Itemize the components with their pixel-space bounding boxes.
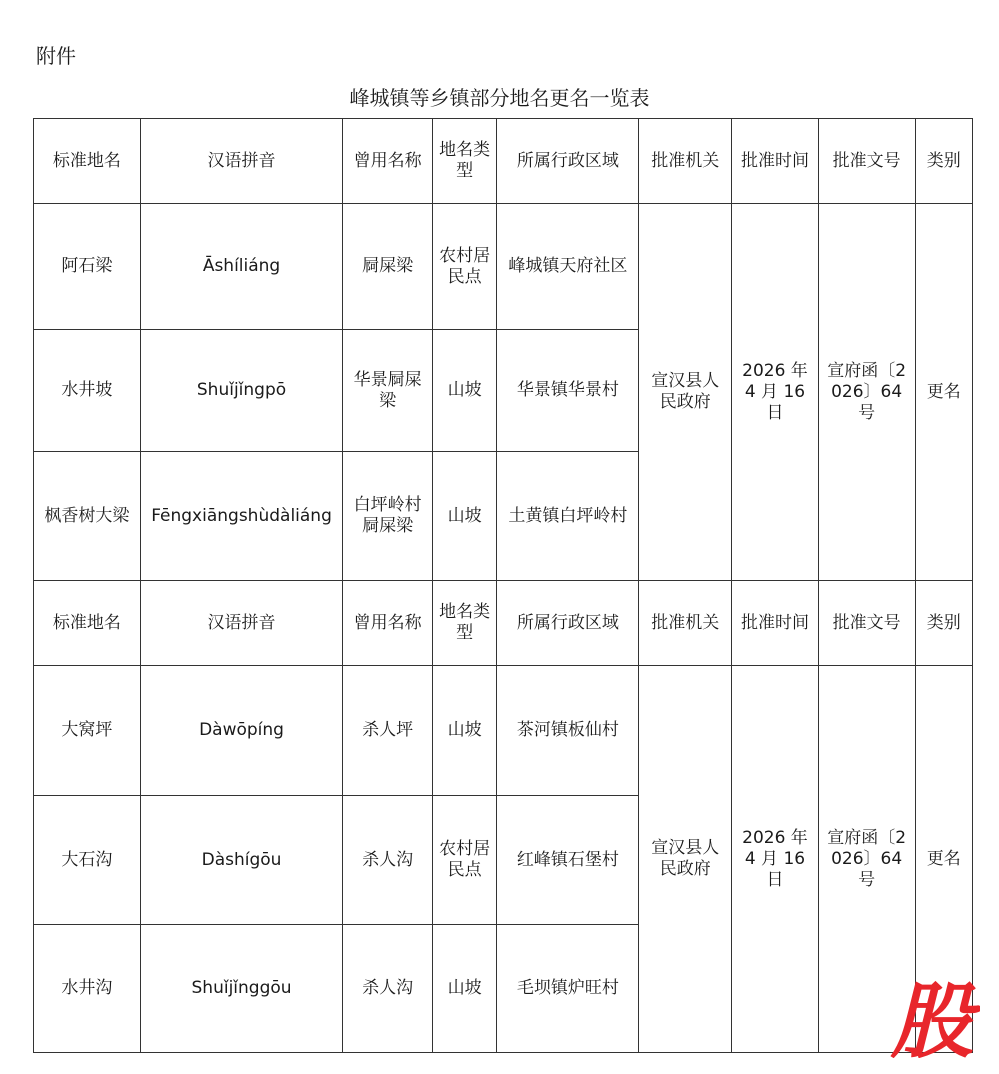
authority-cell: 宣汉县人民政府 <box>639 204 732 581</box>
pinyin-cell: Fēngxiāngshùdàliáng <box>140 452 343 581</box>
doc-number-cell: 宣府函〔2026〕64 号 <box>818 204 915 581</box>
header-cell: 曾用名称 <box>343 581 433 666</box>
region-cell: 茶河镇板仙村 <box>497 666 639 796</box>
header-cell: 批准文号 <box>818 581 915 666</box>
place-type-cell: 山坡 <box>432 925 496 1053</box>
doc-number-cell: 宣府函〔2026〕64 号 <box>818 666 915 1053</box>
category-cell: 更名 <box>915 204 973 581</box>
standard-name-cell: 大窝坪 <box>34 666 141 796</box>
former-name-cell: 华景屙屎梁 <box>343 330 433 452</box>
header-cell: 批准文号 <box>818 119 915 204</box>
standard-name-cell: 大石沟 <box>34 796 141 925</box>
header-cell: 汉语拼音 <box>140 581 343 666</box>
region-cell: 土黄镇白坪岭村 <box>497 452 639 581</box>
header-cell: 批准时间 <box>732 581 819 666</box>
header-cell: 批准机关 <box>639 119 732 204</box>
authority-cell: 宣汉县人民政府 <box>639 666 732 1053</box>
header-cell: 标准地名 <box>34 581 141 666</box>
header-cell: 所属行政区域 <box>497 119 639 204</box>
place-type-cell: 山坡 <box>432 452 496 581</box>
place-type-cell: 农村居民点 <box>432 796 496 925</box>
standard-name-cell: 水井坡 <box>34 330 141 452</box>
header-cell: 类别 <box>915 119 973 204</box>
date-cell: 2026 年 4 月 16 日 <box>732 666 819 1053</box>
former-name-cell: 白坪岭村屙屎梁 <box>343 452 433 581</box>
document-title: 峰城镇等乡镇部分地名更名一览表 <box>349 86 650 110</box>
region-cell: 峰城镇天府社区 <box>497 204 639 330</box>
standard-name-cell: 枫香树大梁 <box>34 452 141 581</box>
standard-name-cell: 水井沟 <box>34 925 141 1053</box>
svg-text:股: 股 <box>891 980 973 1058</box>
pinyin-cell: Shuǐjǐngpō <box>140 330 343 452</box>
header-cell: 批准时间 <box>732 119 819 204</box>
pinyin-cell: Dàshígōu <box>140 796 343 925</box>
former-name-cell: 杀人坪 <box>343 666 433 796</box>
pinyin-cell: Dàwōpíng <box>140 666 343 796</box>
header-cell: 类别 <box>915 581 973 666</box>
place-type-cell: 农村居民点 <box>432 204 496 330</box>
attachment-label: 附件 <box>36 44 76 68</box>
header-cell: 批准机关 <box>639 581 732 666</box>
pinyin-cell: Shuǐjǐnggōu <box>140 925 343 1053</box>
region-cell: 华景镇华景村 <box>497 330 639 452</box>
header-cell: 汉语拼音 <box>140 119 343 204</box>
header-cell: 曾用名称 <box>343 119 433 204</box>
place-type-cell: 山坡 <box>432 330 496 452</box>
date-cell: 2026 年 4 月 16 日 <box>732 204 819 581</box>
header-cell: 地名类型 <box>432 119 496 204</box>
category-cell: 更名 <box>915 666 973 1053</box>
rename-table-1 <box>33 118 973 581</box>
standard-name-cell: 阿石梁 <box>34 204 141 330</box>
rename-table-2 <box>33 580 973 1053</box>
former-name-cell: 杀人沟 <box>343 796 433 925</box>
header-cell: 标准地名 <box>34 119 141 204</box>
table-header-row <box>34 119 973 204</box>
former-name-cell: 屙屎梁 <box>343 204 433 330</box>
stock-logo-icon <box>884 980 980 1058</box>
former-name-cell: 杀人沟 <box>343 925 433 1053</box>
header-cell: 地名类型 <box>432 581 496 666</box>
table-header-row <box>34 581 973 666</box>
region-cell: 红峰镇石堡村 <box>497 796 639 925</box>
header-cell: 所属行政区域 <box>497 581 639 666</box>
region-cell: 毛坝镇炉旺村 <box>497 925 639 1053</box>
table-row <box>34 204 973 330</box>
pinyin-cell: Āshíliáng <box>140 204 343 330</box>
table-row <box>34 666 973 796</box>
place-type-cell: 山坡 <box>432 666 496 796</box>
